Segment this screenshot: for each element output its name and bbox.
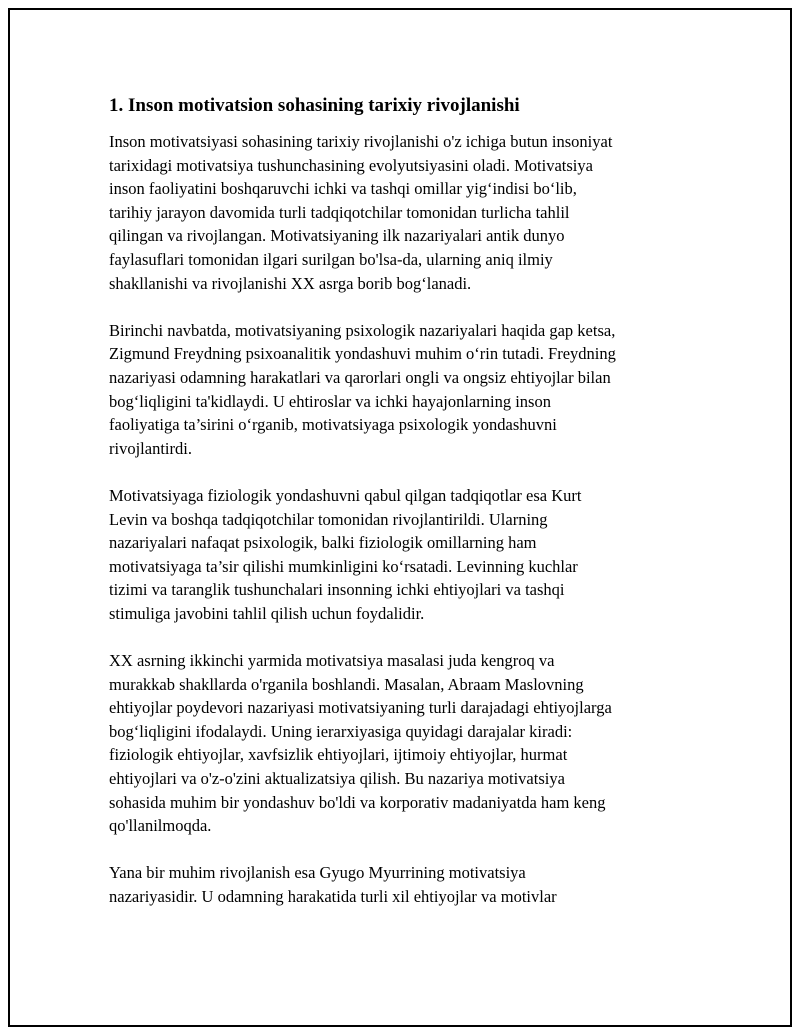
document-body [109, 81, 695, 932]
section-heading: 1. Inson motivatsion sohasining tarixiy rivojlanishi [109, 95, 520, 116]
paragraph-5: Yana bir muhim rivojlanish esa Gyugo Myurrining motivatsiya nazariyasidir. U odamning harakatida turli xil ehtiyojlar va motivlar [109, 863, 557, 906]
paragraph-1: Inson motivatsiyasi sohasining tarixiy rivojlanishi o'z ichiga butun insoniyat tarixidagi motivatsiya tushunchasining evolyutsiyasini oladi. Motivatsiya inson faoliyatini boshqaruvchi ichki va tashqi omillar yig‘indisi bo‘lib, tarihiy jarayon davomida turli tadqiqotchilar tomonidan turlicha tahlil qilingan va rivojlangan. Motivatsiyaning ilk nazariyalari antik dunyo faylasuflari tomonidan ilgari surilgan bo'lsa-da, ularning aniq ilmiy shakllanishi va rivojlanishi XX asrga borib bog‘lanadi. [109, 132, 613, 293]
paragraph-3: Motivatsiyaga fiziologik yondashuvni qabul qilgan tadqiqotlar esa Kurt Levin va boshqa tadqiqotchilar tomonidan rivojlantirildi. Ularning nazariyalari nafaqat psixologik, balki fiziologik omillarning ham motivatsiyaga ta’sir qilishi mumkinligini ko‘rsatadi. Levinning kuchlar tizimi va taranglik tushunchalari insonning ichki ehtiyojlari va tashqi stimuliga javobini tahlil qilish uchun foydalidir. [109, 485, 582, 623]
paragraph-4: XX asrning ikkinchi yarmida motivatsiya masalasi juda kengroq va murakkab shakllarda o'rganila boshlandi. Masalan, Abraam Maslovning ehtiyojlar poydevori nazariyasi motivatsiyaning turli darajadagi ehtiyojlarga bog‘liqligini ifodalaydi. Uning ierarxiyasiga quyidagi darajalar kiradi: fiziologik ehtiyojlar, xavfsizlik ehtiyojlari, ijtimoiy ehtiyojlar, hurmat ehtiyojlari va o'z-o'zini aktualizatsiya qilish. Bu nazariya motivatsiya sohasida muhim bir yondashuv bo'ldi va korporativ madaniyatda ham keng qo'llanilmoqda. [109, 651, 612, 836]
paragraph-2: Birinchi navbatda, motivatsiyaning psixologik nazariyalari haqida gap ketsa, Zigmund Freydning psixoanalitik yondashuvi muhim o‘rin tutadi. Freydning nazariyasi odamning harakatlari va qarorlari ongli va ongsiz ehtiyojlar bilan bog‘liqligini ta'kidlaydi. U ehtiroslar va ichki hayajonlarning inson faoliyatiga ta’sirini o‘rganib, motivatsiyaga psixologik yondashuvni rivojlantirdi. [109, 320, 616, 458]
